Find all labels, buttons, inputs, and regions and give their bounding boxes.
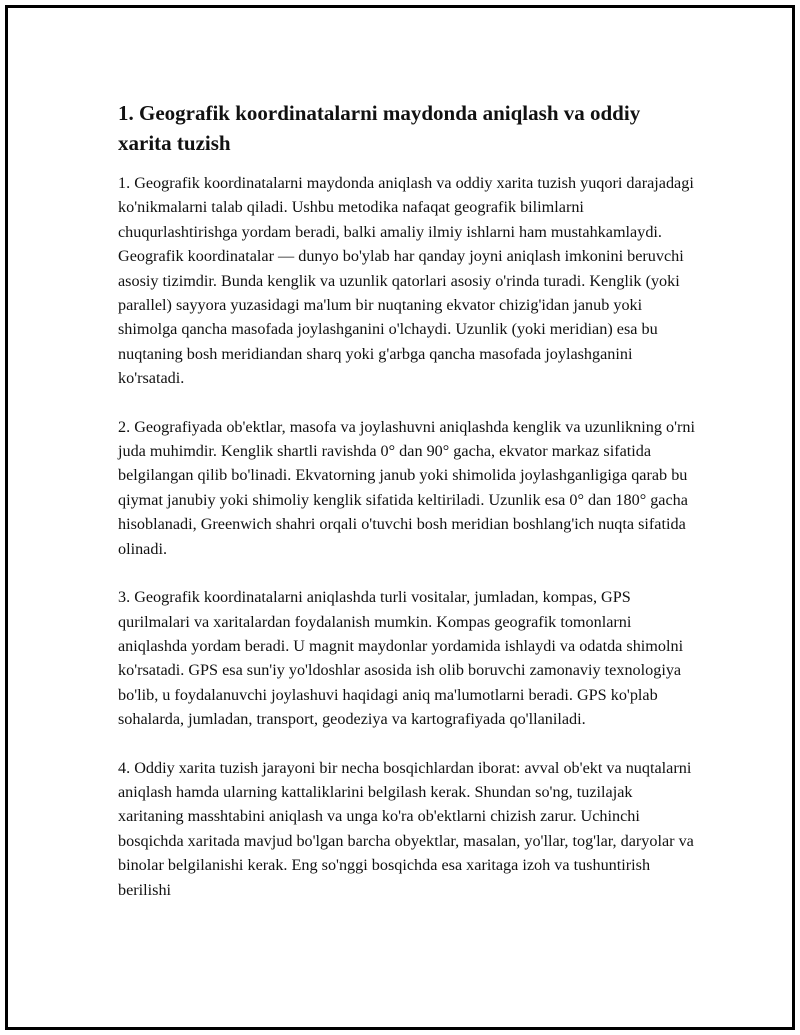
paragraph-1: 1. Geografik koordinatalarni maydonda aniqlash va oddiy xarita tuzish yuqori darajadagi ko'nikmalarni talab qiladi. Ushbu metodika nafaqat geografik bilimlarni chuqurlashtirishga yordam beradi, balki amaliy ilmiy ishlarni ham mustahkamlaydi. Geografik koordinatalar — dunyo bo'ylab har qanday joyni aniqlash imkonini beruvchi asosiy tizimdir. Bunda kenglik va uzunlik qatorlari asosiy o'rinda turadi. Kenglik (yoki parallel) sayyora yuzasidagi ma'lum bir nuqtaning ekvator chizig'idan janub yoki shimolga qancha masofada joylashganini o'lchaydi. Uzunlik (yoki meridian) esa bu nuqtaning bosh meridiandan sharq yoki g'arbga qancha masofada joylashganini ko'rsatadi.: [118, 174, 694, 388]
document-title: 1. Geografik koordinatalarni maydonda aniqlash va oddiy xarita tuzish: [118, 101, 641, 155]
paragraph-3: 3. Geografik koordinatalarni aniqlashda turli vositalar, jumladan, kompas, GPS qurilmalari va xaritalardan foydalanish mumkin. Kompas geografik tomonlarni aniqlashda yordam beradi. U magnit maydonlar yordamida ishlaydi va odatda shimolni ko'rsatadi. GPS esa sun'iy yo'ldoshlar asosida ish olib boruvchi zamonaviy texnologiya bo'lib, u foydalanuvchi joylashuvi haqidagi aniq ma'lumotlarni beradi. GPS ko'plab sohalarda, jumladan, transport, geodeziya va kartografiyada qo'llaniladi.: [118, 588, 684, 729]
document-body: [118, 98, 698, 926]
paragraph-4: 4. Oddiy xarita tuzish jarayoni bir necha bosqichlardan iborat: avval ob'ekt va nuqtalarni aniqlash hamda ularning kattaliklarini belgilash kerak. Shundan so'ng, tuzilajak xaritaning masshtabini aniqlash va unga ko'ra ob'ektlarni chizish zarur. Uchinchi bosqichda xaritada mavjud bo'lgan barcha obyektlar, masalan, yo'llar, tog'lar, daryolar va binolar belgilanishi kerak. Eng so'nggi bosqichda esa xaritaga izoh va tushuntirish berilishi: [118, 758, 694, 899]
paragraph-2: 2. Geografiyada ob'ektlar, masofa va joylashuvni aniqlashda kenglik va uzunlikning o'rni juda muhimdir. Kenglik shartli ravishda 0° dan 90° gacha, ekvator markaz sifatida belgilangan qilib bo'linadi. Ekvatorning janub yoki shimolida joylashganligiga qarab bu qiymat janubiy yoki shimoliy kenglik sifatida keltiriladi. Uzunlik esa 0° dan 180° gacha hisoblanadi, Greenwich shahri orqali o'tuvchi bosh meridian boshlang'ich nuqta sifatida olinadi.: [118, 417, 695, 558]
page-frame: [5, 5, 795, 1030]
